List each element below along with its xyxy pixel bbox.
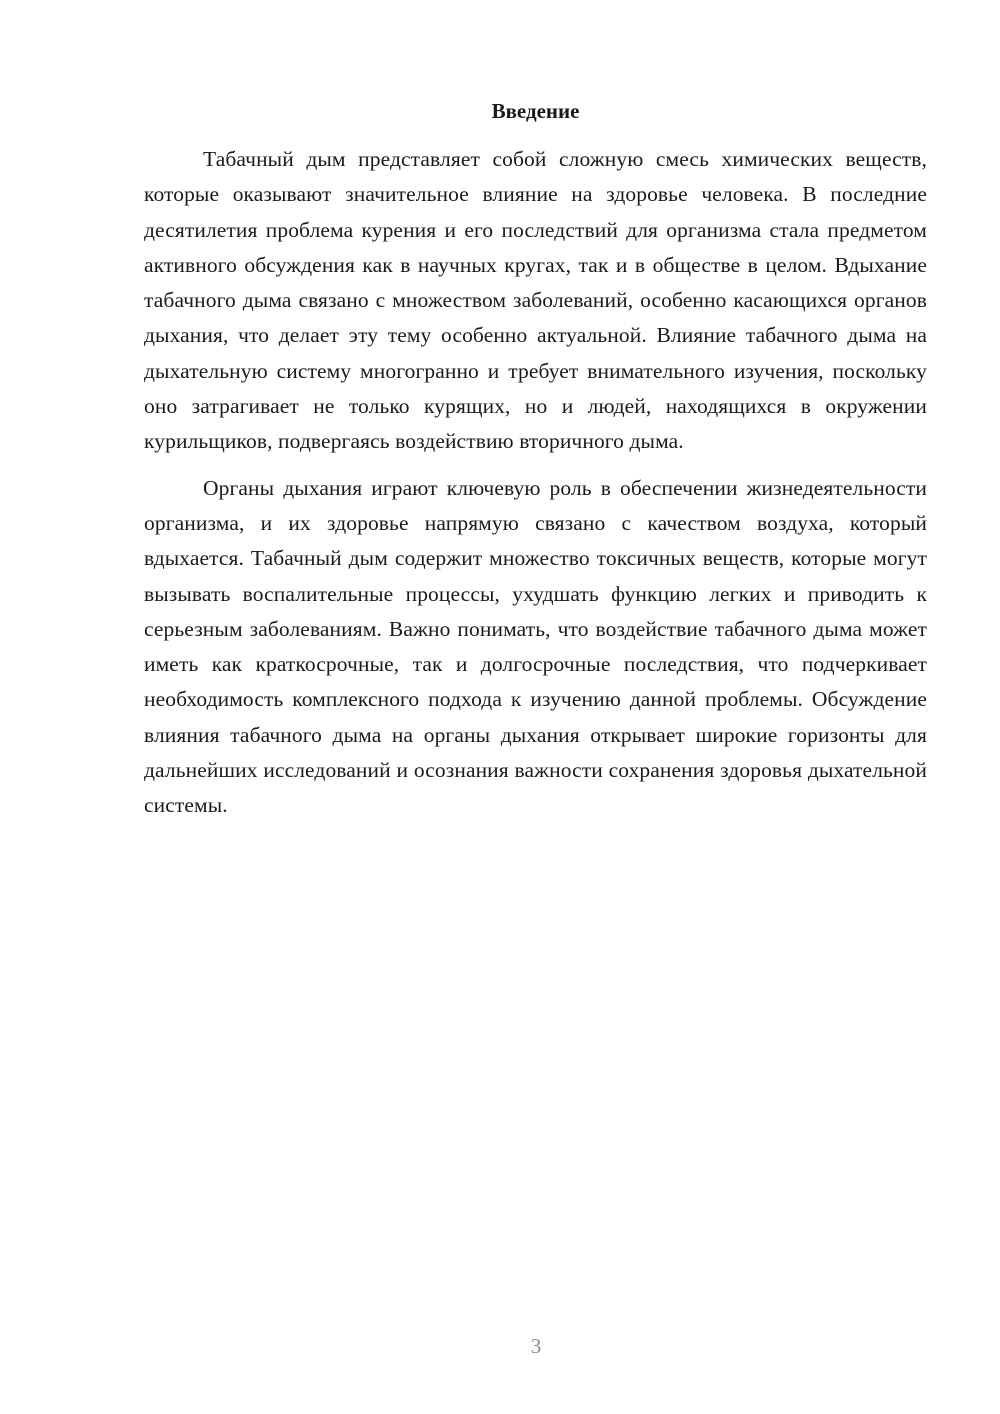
paragraph-1: Табачный дым представляет собой сложную смесь химических веществ, которые оказывают значительное влияние на здоровье человека. В последние десятилетия проблема курения и его последствий для организма стала предметом активного обсуждения как в научных кругах, так и в обществе в целом. Вдыхание табачного дыма связано с множеством заболеваний, особенно касающихся органов дыхания, что делает эту тему особенно актуальной. Влияние табачного дыма на дыхательную систему многогранно и требует внимательного изучения, поскольку оно затрагивает не только курящих, но и людей, находящихся в окружении курильщиков, подвергаясь воздействию вторичного дыма.: [144, 147, 927, 454]
paragraph-2: Органы дыхания играют ключевую роль в обеспечении жизнедеятельности организма, и их здоровье напрямую связано с качеством воздуха, который вдыхается. Табачный дым содержит множество токсичных веществ, которые могут вызывать воспалительные процессы, ухудшать функцию легких и приводить к серьезным заболеваниям. Важно понимать, что воздействие табачного дыма может иметь как краткосрочные, так и долгосрочные последствия, что подчеркивает необходимость комплексного подхода к изучению данной проблемы. Обсуждение влияния табачного дыма на органы дыхания открывает широкие горизонты для дальнейших исследований и осознания важности сохранения здоровья дыхательной системы.: [144, 475, 927, 818]
page-number: 3: [530, 1334, 542, 1358]
page-title: Введение: [491, 99, 580, 123]
body-text: [144, 142, 927, 824]
